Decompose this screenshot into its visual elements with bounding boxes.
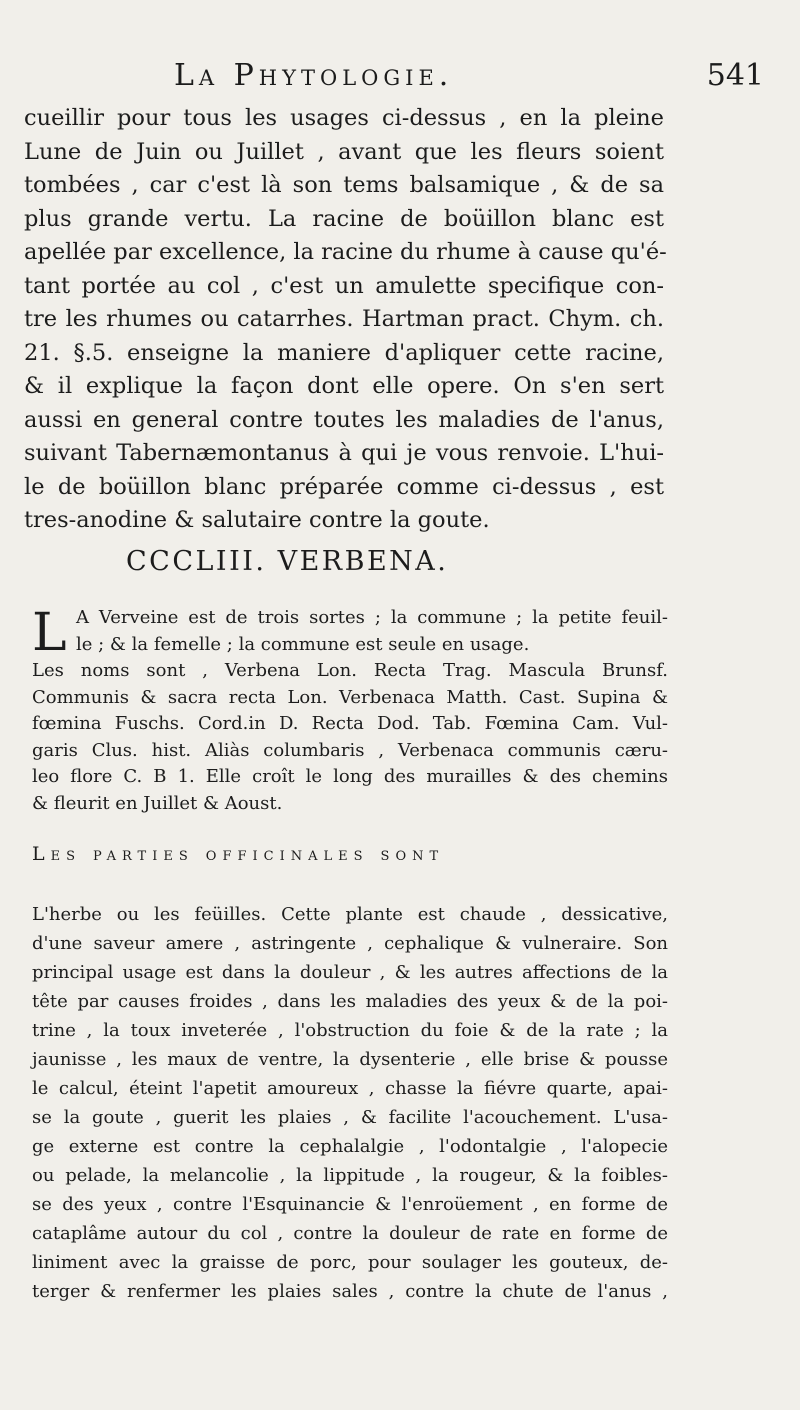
text-line: fœmina Fuschs. Cord.in D. Recta Dod. Tab. Fœmina Cam. Vul- bbox=[32, 713, 668, 734]
text-line: se la goute , guerit les plaies , & facilite l'acouchement. L'usa- bbox=[32, 1107, 668, 1128]
text-line: tête par causes froides , dans les maladies des yeux & de la poi- bbox=[32, 991, 668, 1012]
intro-paragraph bbox=[24, 102, 667, 538]
verbena-paragraph bbox=[32, 605, 668, 817]
text-line: cueillir pour tous les usages ci-dessus , en la pleine bbox=[24, 105, 664, 131]
text-line: aussi en general contre toutes les maladies de l'anus, bbox=[24, 406, 664, 433]
text-line: jaunisse , les maux de ventre, la dysenterie , elle brise & pousse bbox=[32, 1049, 668, 1070]
text-line: d'une saveur amere , astringente , cephalique & vulneraire. Son bbox=[32, 933, 668, 954]
text-line: 21. §.5. enseigne la maniere d'apliquer cette racine, bbox=[24, 339, 664, 366]
page-number: 541 bbox=[706, 58, 764, 93]
section-title: CCCLIII. VERBENA. bbox=[126, 546, 449, 577]
dropcap-letter: L bbox=[32, 603, 67, 663]
text-line: tombées , car c'est là son tems balsamique , & de sa bbox=[24, 172, 664, 198]
text-line: suivant Tabernæmontanus à qui je vous renvoie. L'hui- bbox=[24, 440, 664, 466]
text-line: tres-anodine & salutaire contre la goute. bbox=[24, 507, 490, 533]
text-line: terger & renfermer les plaies sales , contre la chute de l'anus , bbox=[32, 1281, 668, 1302]
text-line: Les noms sont , Verbena Lon. Recta Trag. Mascula Brunsf. bbox=[32, 660, 668, 681]
text-line: principal usage est dans la douleur , & les autres affections de la bbox=[32, 962, 668, 983]
text-line: L'herbe ou les feüilles. Cette plante est chaude , dessicative, bbox=[32, 904, 668, 925]
text-line: le de boüillon blanc préparée comme ci-dessus , est bbox=[24, 473, 664, 500]
text-line: Communis & sacra recta Lon. Verbenaca Matth. Cast. Supina & bbox=[32, 686, 668, 708]
text-line: apellée par excellence, la racine du rhume à cause qu'é- bbox=[24, 239, 667, 265]
text-line: & il explique la façon dont elle opere. On s'en sert bbox=[24, 373, 664, 399]
text-line: cataplâme autour du col , contre la douleur de rate en forme de bbox=[32, 1223, 668, 1244]
text-line: plus grande vertu. La racine de boüillon blanc est bbox=[24, 205, 664, 232]
text-line: leo flore C. B 1. Elle croît le long des murailles & des chemins bbox=[32, 766, 668, 787]
parties-paragraph bbox=[32, 900, 668, 1306]
text-line: ou pelade, la melancolie , la lippitude , la rougeur, & la foibles- bbox=[32, 1165, 668, 1186]
text-line: Lune de Juin ou Juillet , avant que les fleurs soient bbox=[24, 138, 664, 165]
subsection-title: Les parties officinales sont bbox=[32, 843, 445, 865]
text-line: liniment avec la graisse de porc, pour soulager les gouteux, de- bbox=[32, 1252, 668, 1273]
page-header bbox=[24, 58, 764, 102]
text-line: ge externe est contre la cephalalgie , l'odontalgie , l'alopecie bbox=[32, 1136, 668, 1157]
text-line: A Verveine est de trois sortes ; la commune ; la petite feuil- bbox=[76, 607, 668, 628]
text-line: tre les rhumes ou catarrhes. Hartman pract. Chym. ch. bbox=[24, 306, 664, 332]
running-title: La Phytologie. bbox=[174, 58, 454, 93]
text-line: garis Clus. hist. Aliàs columbaris , Verbenaca communis cæru- bbox=[32, 739, 668, 761]
text-line: se des yeux , contre l'Esquinancie & l'enroüement , en forme de bbox=[32, 1194, 668, 1215]
text-line: le calcul, éteint l'apetit amoureux , chasse la fiévre quarte, apai- bbox=[32, 1078, 668, 1099]
text-line: & fleurit en Juillet & Aoust. bbox=[32, 792, 283, 814]
text-line: le ; & la femelle ; la commune est seule en usage. bbox=[76, 633, 530, 655]
text-line: trine , la toux inveterée , l'obstruction du foie & de la rate ; la bbox=[32, 1020, 668, 1041]
text-line: tant portée au col , c'est un amulette specifique con- bbox=[24, 272, 664, 299]
